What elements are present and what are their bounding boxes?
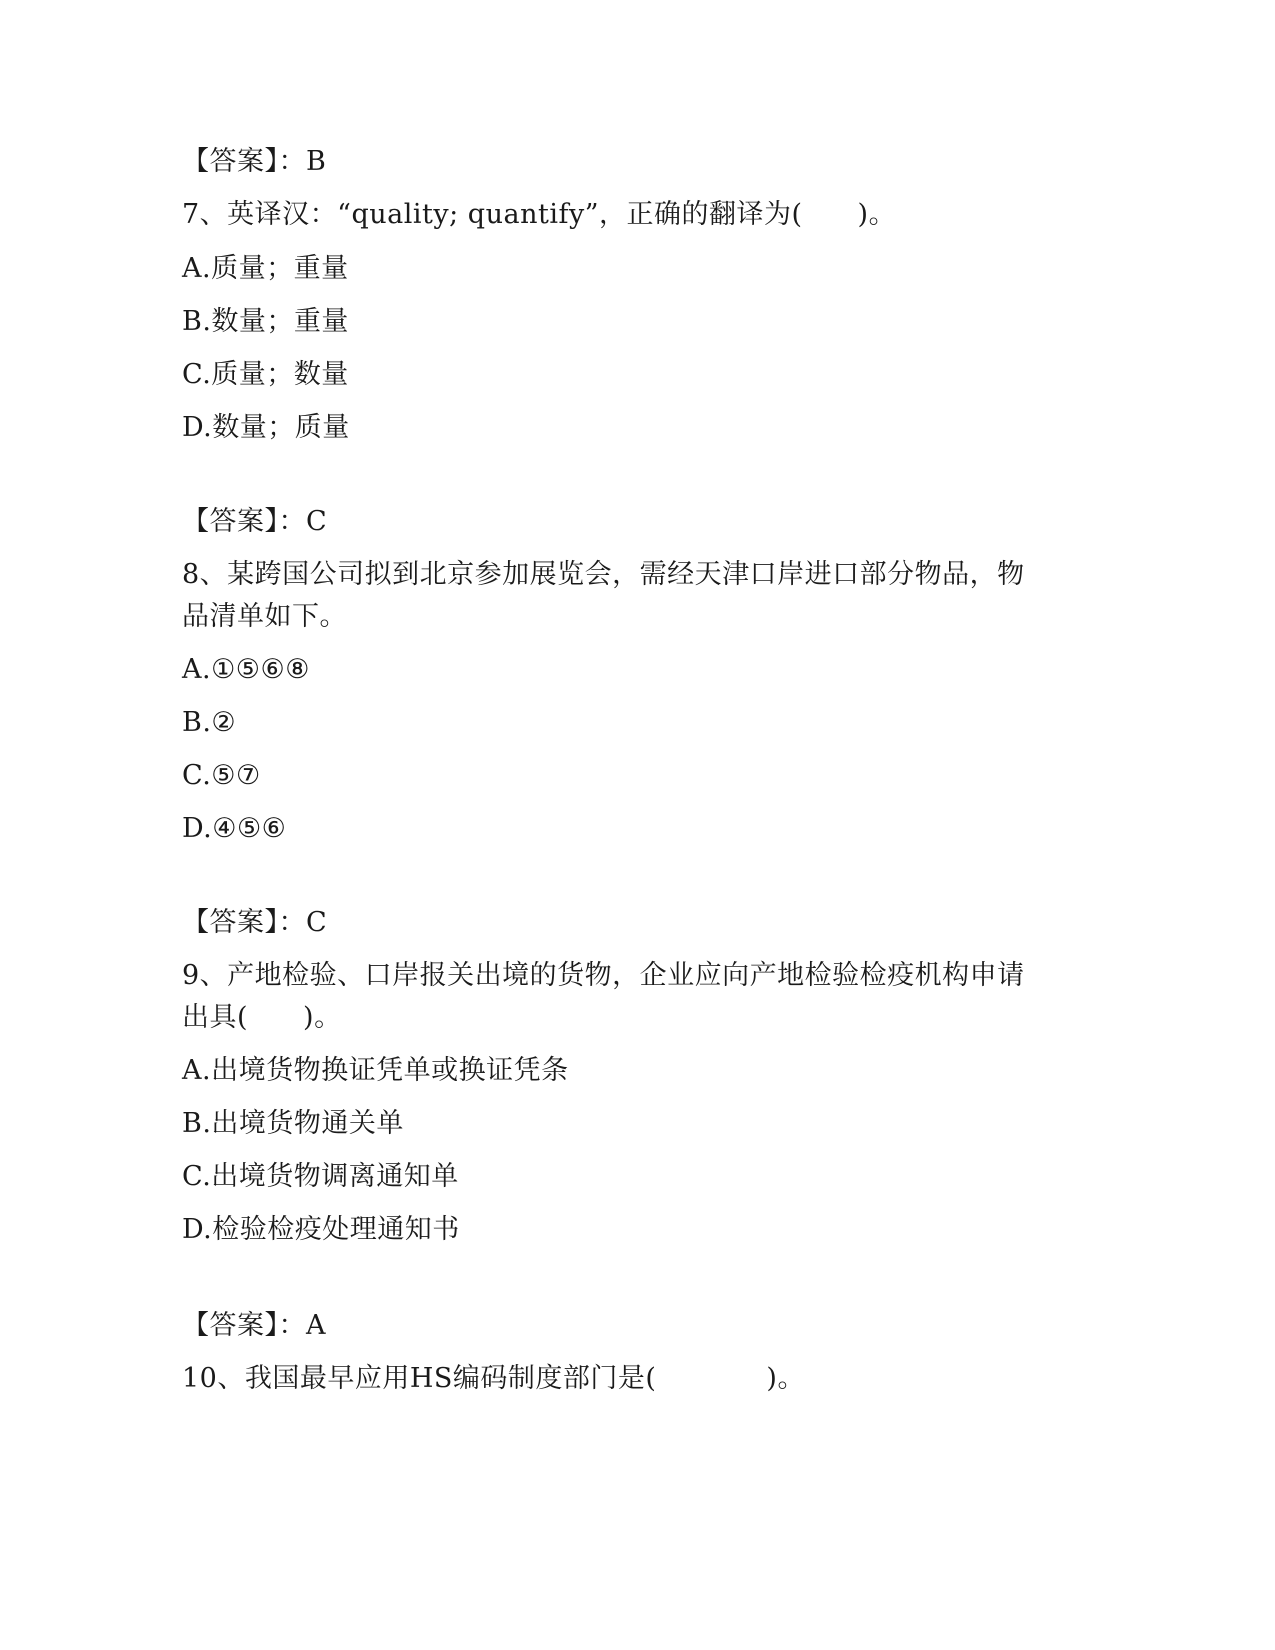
question-7-option-d: D.数量；质量 (182, 412, 350, 443)
answer-8: 【答案】：C (182, 907, 328, 938)
question-9-option-a: A.出境货物换证凭单或换证凭条 (182, 1055, 569, 1086)
question-9-stem-line-2: 出具( )。 (182, 1002, 342, 1033)
question-8-stem-line-1: 8、某跨国公司拟到北京参加展览会，需经天津口岸进口部分物品，物 (182, 559, 1025, 590)
question-7-option-c: C.质量；数量 (182, 359, 349, 390)
question-8-stem-line-2: 品清单如下。 (182, 601, 347, 632)
question-9-stem-line-1: 9、产地检验、口岸报关出境的货物，企业应向产地检验检疫机构申请 (182, 960, 1025, 991)
question-10-stem: 10、我国最早应用HS编码制度部门是( )。 (182, 1363, 805, 1394)
question-8-option-c: C.⑤⑦ (182, 760, 261, 791)
answer-7: 【答案】：C (182, 506, 328, 537)
question-8-option-d: D.④⑤⑥ (182, 813, 287, 844)
question-7-option-b: B.数量；重量 (182, 306, 349, 337)
question-9-option-c: C.出境货物调离通知单 (182, 1161, 459, 1192)
answer-9: 【答案】：A (182, 1310, 326, 1341)
answer-6: 【答案】：B (182, 146, 327, 177)
question-8-option-b: B.② (182, 707, 237, 738)
question-9-option-b: B.出境货物通关单 (182, 1108, 404, 1139)
question-7-stem: 7、英译汉：“quality; quantify”，正确的翻译为( )。 (182, 199, 897, 230)
question-8-option-a: A.①⑤⑥⑧ (182, 654, 310, 685)
question-9-option-d: D.检验检疫处理通知书 (182, 1214, 460, 1245)
question-7-option-a: A.质量；重量 (182, 253, 349, 284)
